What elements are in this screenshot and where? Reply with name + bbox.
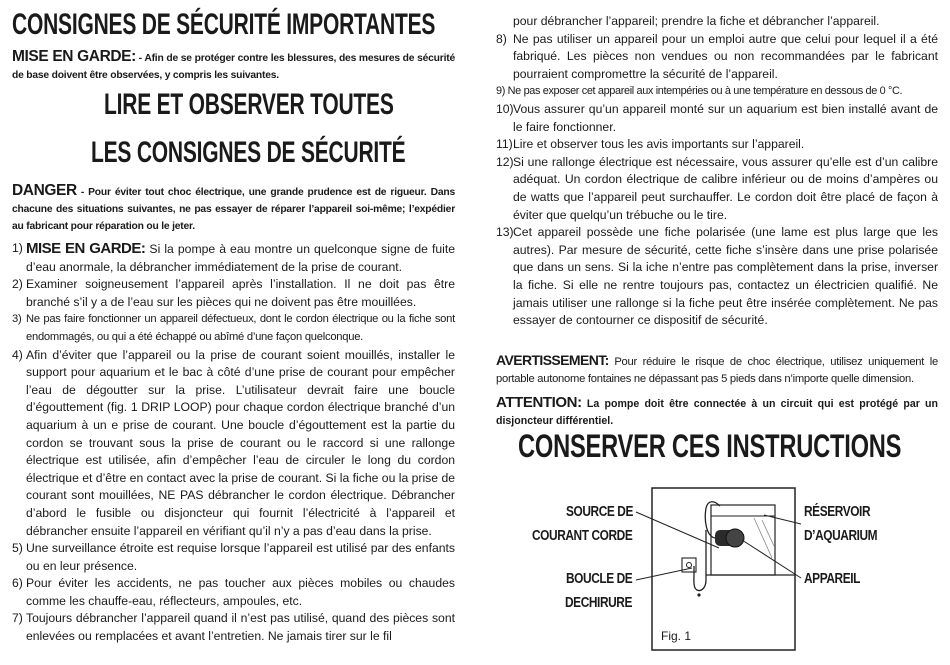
glass-reflection	[754, 518, 772, 558]
attention-text: La pompe doit être connectée à un circuit qui est protégé par un disjoncteur différentiel.	[496, 398, 938, 427]
list-item: 9) Ne pas exposer cet appareil aux intempéries ou à une température en dessous de 0 °C.	[496, 85, 903, 98]
label-source-line-2: COURANT CORDE	[532, 528, 633, 544]
list-item: 2) Examiner soigneusement l’appareil après l’installation. Il ne doit pas être branché s’il y a de l’eau sur les pièces qui ne doivent pas être mouillées.	[12, 277, 455, 309]
label-appareil: APPAREIL	[804, 571, 860, 587]
label-source-line-1: SOURCE DE	[566, 504, 634, 520]
item-lead: MISE EN GARDE:	[26, 240, 146, 257]
list-item: 1) MISE EN GARDE: Si la pompe à eau montre un quelconque signe de fuite d’eau anormale, la débrancher immédiatement de la prise de courant.	[12, 240, 455, 274]
avertissement-lead: AVERTISSEMENT:	[496, 352, 609, 368]
lire-title-line-1: LIRE ET OBSERVER TOUTES	[103, 88, 394, 121]
avertissement-text: Pour réduire le risque de choc électrique, utilisez uniquement le portable autonome fontaines ne dépassant pas 5 pieds dans n’importe quelle dimension.	[496, 356, 938, 385]
figure-caption: Fig. 1	[661, 629, 692, 643]
list-item: 11) Lire et observer tous les avis importants sur l’appareil.	[496, 137, 805, 152]
mise-en-garde-paragraph	[12, 48, 455, 84]
list-item: 5) Une surveillance étroite est requise lorsque l’appareil est utilisé par des enfants ou en leur présence.	[12, 541, 455, 573]
safety-list-left	[12, 240, 455, 646]
lire-title-line-2: LES CONSIGNES DE SÉCURITÉ	[90, 136, 405, 169]
list-item: 4) Afin d’éviter que l’appareil ou la prise de courant soient mouillés, installer le support pour aquarium et le bac à côté d’une prise de courant pour empêcher l’eau de dégoutter sur la prise. L’utilisateur devrait faire une boucle d’égouttement (fig. 1 DRIP LOOP) pour chaque cordon électrique branché d’un aquarium à un e prise de courant. Une boucle d’égouttement est la partie du cordon se trouvant sous la prise de courant ou le raccord si une rallonge électrique est utilisée, afin d’empêcher l’eau de circuler le long du cordon électrique et d’être en contact avec la prise de courant. Si la fiche ou la prise de courant sont mouillées, NE PAS débrancher le cordon électrique. Débrancher d’abord le fusible ou disjoncteur qui fournit l’électricité à l’appareil et débrancher ensuite l’appareil en vérifiant qu’il n’y a pas d’eau dans la prise.	[12, 347, 455, 538]
danger-text: - Pour éviter tout choc électrique, une grande prudence est de rigueur. Dans chacune des situations suivantes, ne pas essayer de réparer l’appareil soi-même; l’expédier au fabricant pour réparation ou le jeter.	[12, 187, 455, 232]
mise-en-garde-lead: MISE EN GARDE:	[12, 48, 136, 65]
leader-line-boucle	[636, 568, 692, 580]
label-reservoir-line-2: D’AQUARIUM	[804, 528, 878, 544]
list-item: 7) Toujours débrancher l’appareil quand il n’est pas utilisé, quand des pièces sont enlevées ou remplacées et avant l’entretien. Ne jamais tirer sur le fil	[12, 611, 455, 644]
danger-lead: DANGER	[12, 182, 77, 199]
mise-en-garde-text: - Afin de se protéger contre les blessures, des mesures de sécurité de base doivent être observées, y compris les suivantes.	[12, 53, 455, 81]
item-7-continuation: pour débrancher l’appareil; prendre la fiche et débrancher l’appareil.	[513, 14, 880, 28]
list-item: 10) Vous assurer qu’un appareil monté sur un aquarium est bien installé avant de le faire fonctionner.	[496, 101, 938, 134]
drip-loop-diagram	[496, 0, 938, 665]
list-item: 12) Si une rallonge électrique est nécessaire, vous assurer qu’elle est d’un calibre adéquat. Un cordon électrique de calibre inférieur ou de moins d’ampères ou de watts que l’appareil peut surchauffer. Le cordon doit être placé de façon à éviter que quelqu’un trébuche ou le tire.	[496, 154, 938, 222]
main-title: CONSIGNES DE SÉCURITÉ IMPORTANTES	[12, 8, 436, 41]
label-boucle-line-2: DECHIRURE	[565, 595, 632, 611]
leader-line-appareil	[742, 540, 801, 578]
danger-paragraph	[12, 182, 455, 235]
list-item: 8) Ne pas utiliser un appareil pour un emploi autre que celui pour lequel il a été fabriqué. Les pièces non vendues ou non recommandées par le fabricant pourraient compromettre la sécurité de l’appareil.	[496, 31, 938, 81]
attention-lead: ATTENTION:	[496, 394, 582, 411]
outlet-socket	[687, 563, 692, 568]
label-reservoir-line-1: RÉSERVOIR	[804, 504, 871, 520]
water-drop	[697, 593, 700, 596]
list-item: 3) Ne pas faire fonctionner un appareil défectueux, dont le cordon électrique ou la fiche sont endommagés, ou qui a été échappé ou abîmé d’une façon quelconque.	[12, 313, 455, 343]
label-boucle-line-1: BOUCLE DE	[566, 571, 633, 587]
diagram-frame	[652, 488, 795, 650]
pump-head	[726, 529, 744, 547]
glass-reflection	[762, 520, 774, 546]
conserver-title: CONSERVER CES INSTRUCTIONS	[518, 428, 902, 464]
list-item: 13) Cet appareil possède une fiche polarisée (une lame est plus large que les autres). Par mesure de sécurité, cette fiche s’insère dans une prise polarisée que dans un sens. Si la iche n’entre pas complètement dans la prise, inverser la fiche. Si elle ne rentre toujours pas, contactez un électricien qualifié. Ne jamais utiliser une rallonge si la fiche peut être insérée complètement. Ne pas essayer de contourner ce dispositif de sécurité.	[496, 225, 938, 328]
list-item: 6) Pour éviter les accidents, ne pas toucher aux pièces mobiles ou chaudes comme les chauffe-eau, réflecteurs, ampoules, etc.	[12, 576, 455, 608]
